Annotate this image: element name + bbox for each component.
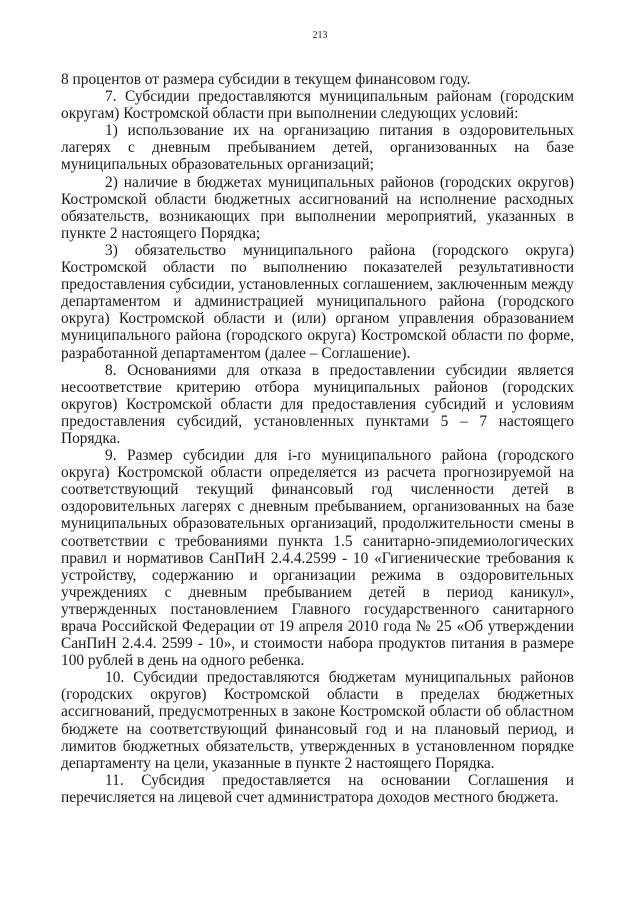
paragraph-subitem-2: 2) наличие в бюджетах муниципальных районов (городских округов) Костромской области бюджетных ассигнований на исполнение расходных обязательств, возникающих при выполнении мероприятий, указанных в пункте 2 настоящего Порядка; <box>61 173 574 242</box>
paragraph-subitem-3: 3) обязательство муниципального района (городского округа) Костромской области по выполнению показателей результативности предоставления субсидии, установленных соглашением, заключенным между департаментом и администрацией муниципального района (городского округа) Костромской области и (или) органом управления образованием муниципального района (городского округа) Костромской области по форме, разработанной департаментом (далее – Соглашение). <box>61 241 574 362</box>
paragraph-subitem-1: 1) использование их на организацию питания в оздоровительных лагерях с дневным пребыванием детей, организованных на базе муниципальных образовательных организаций; <box>61 122 574 174</box>
document-body <box>61 71 574 806</box>
paragraph-item-8: 8. Основаниями для отказа в предоставлении субсидии является несоответствие критерию отбора муниципальных районов (городских округов) Костромской области для предоставления субсидий и условиям предоставления субсидий, установленных пунктами 5 – 7 настоящего Порядка. <box>61 361 574 447</box>
paragraph-continuation: 8 процентов от размера субсидии в текущем финансовом году. <box>61 71 471 88</box>
paragraph-item-7: 7. Субсидии предоставляются муниципальным районам (городским округам) Костромской области при выполнении следующих условий: <box>61 88 574 123</box>
paragraph-item-11: 11. Субсидия предоставляется на основании Соглашения и перечисляется на лицевой счет администратора доходов местного бюджета. <box>61 771 574 806</box>
paragraph-item-10: 10. Субсидии предоставляются бюджетам муниципальных районов (городских округов) Костромской области в пределах бюджетных ассигнований, предусмотренных в законе Костромской области об областном бюджете на соответствующий финансовый год и на плановый период, и лимитов бюджетных обязательств, утвержденных в установленном порядке департаменту на цели, указанные в пункте 2 настоящего Порядка. <box>61 669 574 772</box>
paragraph-item-9: 9. Размер субсидии для i-го муниципального района (городского округа) Костромской области определяется из расчета прогнозируемой на соответствующий текущий финансовый год численности детей в оздоровительных лагерях с дневным пребыванием, организованных на базе муниципальных образовательных организаций, продолжительности смены в соответствии с требованиями пункта 1.5 санитарно-эпидемиологических правил и нормативов СанПиН 2.4.4.2599 - 10 «Гигиенические требования к устройству, содержанию и организации режима в оздоровительных учреждениях с дневным пребыванием детей в период каникул», утвержденных постановлением Главного государственного санитарного врача Российской Федерации от 19 апреля 2010 года № 25 «Об утверждении СанПиН 2.4.4. 2599 - 10», и стоимости набора продуктов питания в размере 100 рублей в день на одного ребенка. <box>61 447 574 670</box>
page-number: 213 <box>312 30 328 41</box>
